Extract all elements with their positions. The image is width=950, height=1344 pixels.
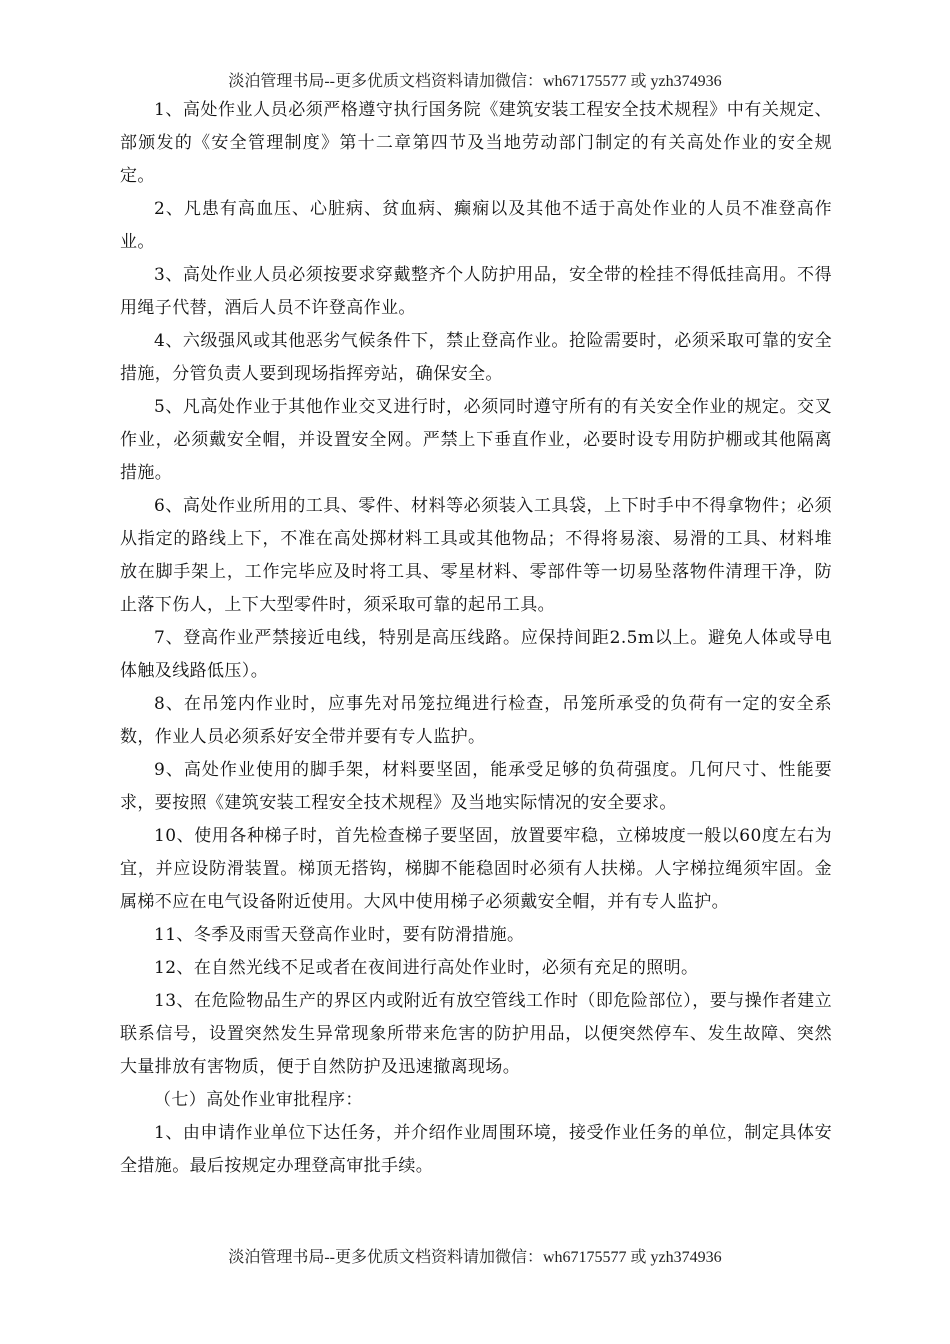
paragraph-rule-5: 5、凡高处作业于其他作业交叉进行时，必须同时遵守所有的有关安全作业的规定。交叉作业，必须戴安全帽，并设置安全网。严禁上下垂直作业，必要时设专用防护棚或其他隔离措施。 (120, 397, 832, 483)
paragraph-rule-2: 2、凡患有高血压、心脏病、贫血病、癫痫以及其他不适于高处作业的人员不准登高作业。 (120, 199, 832, 252)
paragraph-rule-6: 6、高处作业所用的工具、零件、材料等必须装入工具袋，上下时手中不得拿物件；必须从指定的路线上下，不准在高处掷材料工具或其他物品；不得将易滚、易滑的工具、材料堆放在脚手架上，工作完毕应及时将工具、零星材料、零部件等一切易坠落物件清理干净，防止落下伤人，上下大型零件时，须采取可靠的起吊工具。 (120, 496, 832, 615)
paragraph-rule-8: 8、在吊笼内作业时，应事先对吊笼拉绳进行检查，吊笼所承受的负荷有一定的安全系数，作业人员必须系好安全带并要有专人监护。 (120, 694, 832, 747)
page-footer: 淡泊管理书局--更多优质文档资料请加微信：wh67175577 或 yzh374936 (228, 1249, 722, 1266)
paragraph-rule-4: 4、六级强风或其他恶劣气候条件下，禁止登高作业。抢险需要时，必须采取可靠的安全措施，分管负责人要到现场指挥旁站，确保安全。 (120, 331, 832, 384)
paragraph-rule-7: 7、登高作业严禁接近电线，特别是高压线路。应保持间距2.5m以上。避免人体或导电体触及线路低压）。 (120, 628, 832, 681)
paragraph-rule-9: 9、高处作业使用的脚手架，材料要坚固，能承受足够的负荷强度。几何尺寸、性能要求，要按照《建筑安装工程安全技术规程》及当地实际情况的安全要求。 (120, 760, 832, 813)
paragraph-rule-12: 12、在自然光线不足或者在夜间进行高处作业时，必须有充足的照明。 (154, 958, 699, 978)
paragraph-rule-1: 1、高处作业人员必须严格遵守执行国务院《建筑安装工程安全技术规程》中有关规定、部颁发的《安全管理制度》第十二章第四节及当地劳动部门制定的有关高处作业的安全规定。 (120, 100, 832, 186)
paragraph-rule-10: 10、使用各种梯子时，首先检查梯子要坚固，放置要牢稳，立梯坡度一般以60度左右为宜，并应设防滑装置。梯顶无搭钩，梯脚不能稳固时必须有人扶梯。人字梯拉绳须牢固。金属梯不应在电气设备附近使用。大风中使用梯子必须戴安全帽，并有专人监护。 (120, 826, 832, 912)
paragraph-rule-3: 3、高处作业人员必须按要求穿戴整齐个人防护用品，安全带的栓挂不得低挂高用。不得用绳子代替，酒后人员不许登高作业。 (120, 265, 832, 318)
document-body (120, 94, 832, 1183)
section-heading-approval: （七）高处作业审批程序： (154, 1090, 363, 1110)
paragraph-approval-1: 1、由申请作业单位下达任务，并介绍作业周围环境，接受作业任务的单位，制定具体安全措施。最后按规定办理登高审批手续。 (120, 1123, 832, 1176)
paragraph-rule-11: 11、冬季及雨雪天登高作业时，要有防滑措施。 (154, 925, 525, 945)
page-header: 淡泊管理书局--更多优质文档资料请加微信：wh67175577 或 yzh374936 (228, 73, 722, 90)
paragraph-rule-13: 13、在危险物品生产的界区内或附近有放空管线工作时（即危险部位），要与操作者建立联系信号，设置突然发生异常现象所带来危害的防护用品，以便突然停车、发生故障、突然大量排放有害物质，便于自然防护及迅速撤离现场。 (120, 991, 832, 1077)
